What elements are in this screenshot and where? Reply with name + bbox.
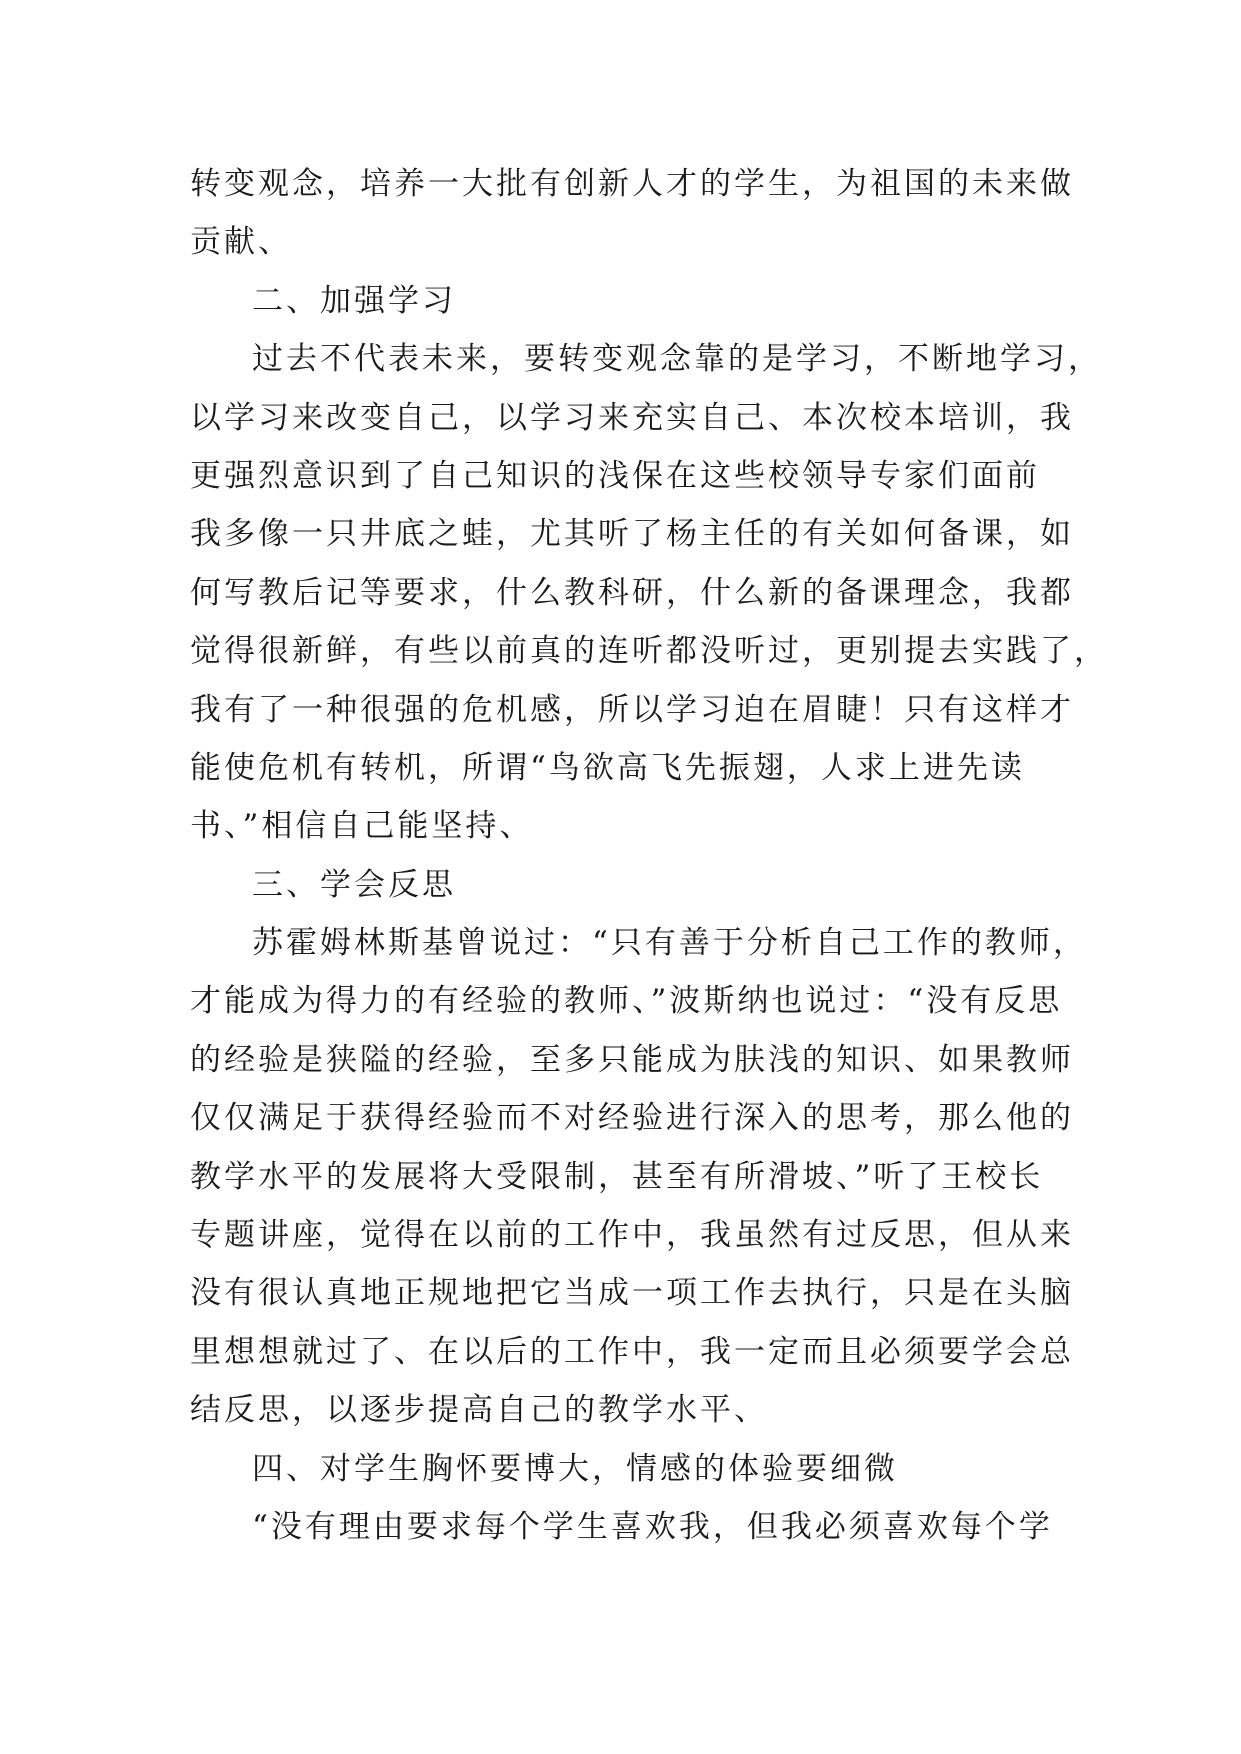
section-heading: 四、对学生胸怀要博大，情感的体验要细微 xyxy=(252,1450,898,1487)
text-line: 教学水平的发展将大受限制，甚至有所滑坡、”听了王校长 xyxy=(190,1158,1044,1195)
text-line: 贡献、 xyxy=(190,224,292,261)
text-line: 的经验是狭隘的经验，至多只能成为肤浅的知识、如果教师 xyxy=(190,1041,1074,1078)
text-line: 转变观念，培养一大批有创新人才的学生，为祖国的未来做 xyxy=(190,166,1074,202)
text-line: 书、”相信自己能坚持、 xyxy=(190,808,534,845)
text-line: 何写教后记等要求，什么教科研，什么新的备课理念，我都 xyxy=(190,574,1074,611)
text-line: 仅仅满足于获得经验而不对经验进行深入的思考，那么他的 xyxy=(190,1100,1074,1137)
text-line: 觉得很新鲜，有些以前真的连听都没听过，更别提去实践了， xyxy=(190,633,1108,670)
document-body xyxy=(190,155,1108,1556)
text-line: 里想想就过了、在以后的工作中，我一定而且必须要学会总 xyxy=(190,1333,1074,1370)
text-line: 我有了一种很强的危机感，所以学习迫在眉睫！只有这样才 xyxy=(190,691,1074,728)
section-heading: 二、加强学习 xyxy=(252,282,456,319)
text-line: 苏霍姆林斯基曾说过：“只有善于分析自己工作的教师， xyxy=(252,925,1087,962)
text-line: 能使危机有转机，所谓“鸟欲高飞先振翅，人求上进先读 xyxy=(190,749,1025,786)
text-line: 以学习来改变自己，以学习来充实自己、本次校本培训，我 xyxy=(190,399,1074,436)
section-heading: 三、学会反思 xyxy=(252,866,456,903)
text-line: 我多像一只井底之蛙，尤其听了杨主任的有关如何备课，如 xyxy=(190,516,1074,553)
text-line: 过去不代表未来，要转变观念靠的是学习，不断地学习， xyxy=(252,341,1102,378)
text-line: 更强烈意识到了自己知识的浅保在这些校领导专家们面前 xyxy=(190,457,1040,494)
text-line: 结反思，以逐步提高自己的教学水平、 xyxy=(190,1392,768,1429)
text-line: 没有很认真地正规地把它当成一项工作去执行，只是在头脑 xyxy=(190,1275,1074,1312)
text-line: “没有理由要求每个学生喜欢我，但我必须喜欢每个学 xyxy=(252,1508,1053,1545)
text-line: 专题讲座，觉得在以前的工作中，我虽然有过反思，但从来 xyxy=(190,1217,1074,1254)
text-line: 才能成为得力的有经验的教师、”波斯纳也说过：“没有反思 xyxy=(190,983,1063,1020)
